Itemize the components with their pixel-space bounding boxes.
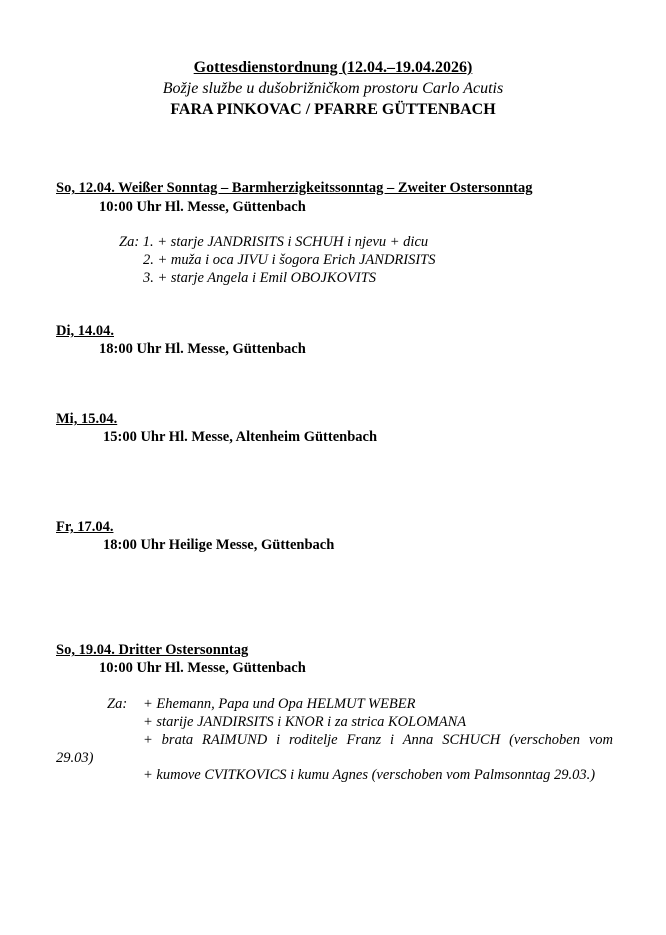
parish-name: FARA PINKOVAC / PFARRE GÜTTENBACH xyxy=(170,101,496,118)
intention-line-continuation: 29.03) xyxy=(56,750,94,766)
service-line: 10:00 Uhr Hl. Messe, Güttenbach xyxy=(99,199,306,215)
intention-label: Za: xyxy=(107,696,128,712)
intention-line: 3. + starje Angela i Emil OBOJKOVITS xyxy=(143,270,377,286)
service-line: 15:00 Uhr Hl. Messe, Altenheim Güttenbach xyxy=(103,429,378,445)
day-heading: Mi, 15.04. xyxy=(56,411,118,427)
intention-line: + Ehemann, Papa und Opa HELMUT WEBER xyxy=(143,696,416,712)
intention-line: Za: 1. + starje JANDRISITS i SCHUH i njevu + dicu xyxy=(119,234,429,250)
day-heading: So, 19.04. Dritter Ostersonntag xyxy=(56,642,249,658)
day-heading: So, 12.04. Weißer Sonntag – Barmherzigkeitssonntag – Zweiter Ostersonntag xyxy=(56,180,533,196)
service-line: 18:00 Uhr Heilige Messe, Güttenbach xyxy=(103,537,335,553)
intention-line: + brata RAIMUND i roditelje Franz i Anna SCHUCH (verschoben vom xyxy=(143,732,613,748)
document-title: Gottesdienstordnung (12.04.–19.04.2026) xyxy=(193,59,473,76)
service-line: 18:00 Uhr Hl. Messe, Güttenbach xyxy=(99,341,306,357)
document-subtitle: Božje službe u dušobrižničkom prostoru Carlo Acutis xyxy=(162,80,504,97)
intention-line: + kumove CVITKOVICS i kumu Agnes (verschoben vom Palmsonntag 29.03.) xyxy=(143,767,596,783)
intention-line: 2. + muža i oca JIVU i šogora Erich JANDRISITS xyxy=(143,252,436,268)
day-heading: Fr, 17.04. xyxy=(56,519,114,535)
intention-line: + starije JANDIRSITS i KNOR i za strica KOLOMANA xyxy=(143,714,467,730)
service-line: 10:00 Uhr Hl. Messe, Güttenbach xyxy=(99,660,306,676)
day-heading: Di, 14.04. xyxy=(56,323,114,339)
